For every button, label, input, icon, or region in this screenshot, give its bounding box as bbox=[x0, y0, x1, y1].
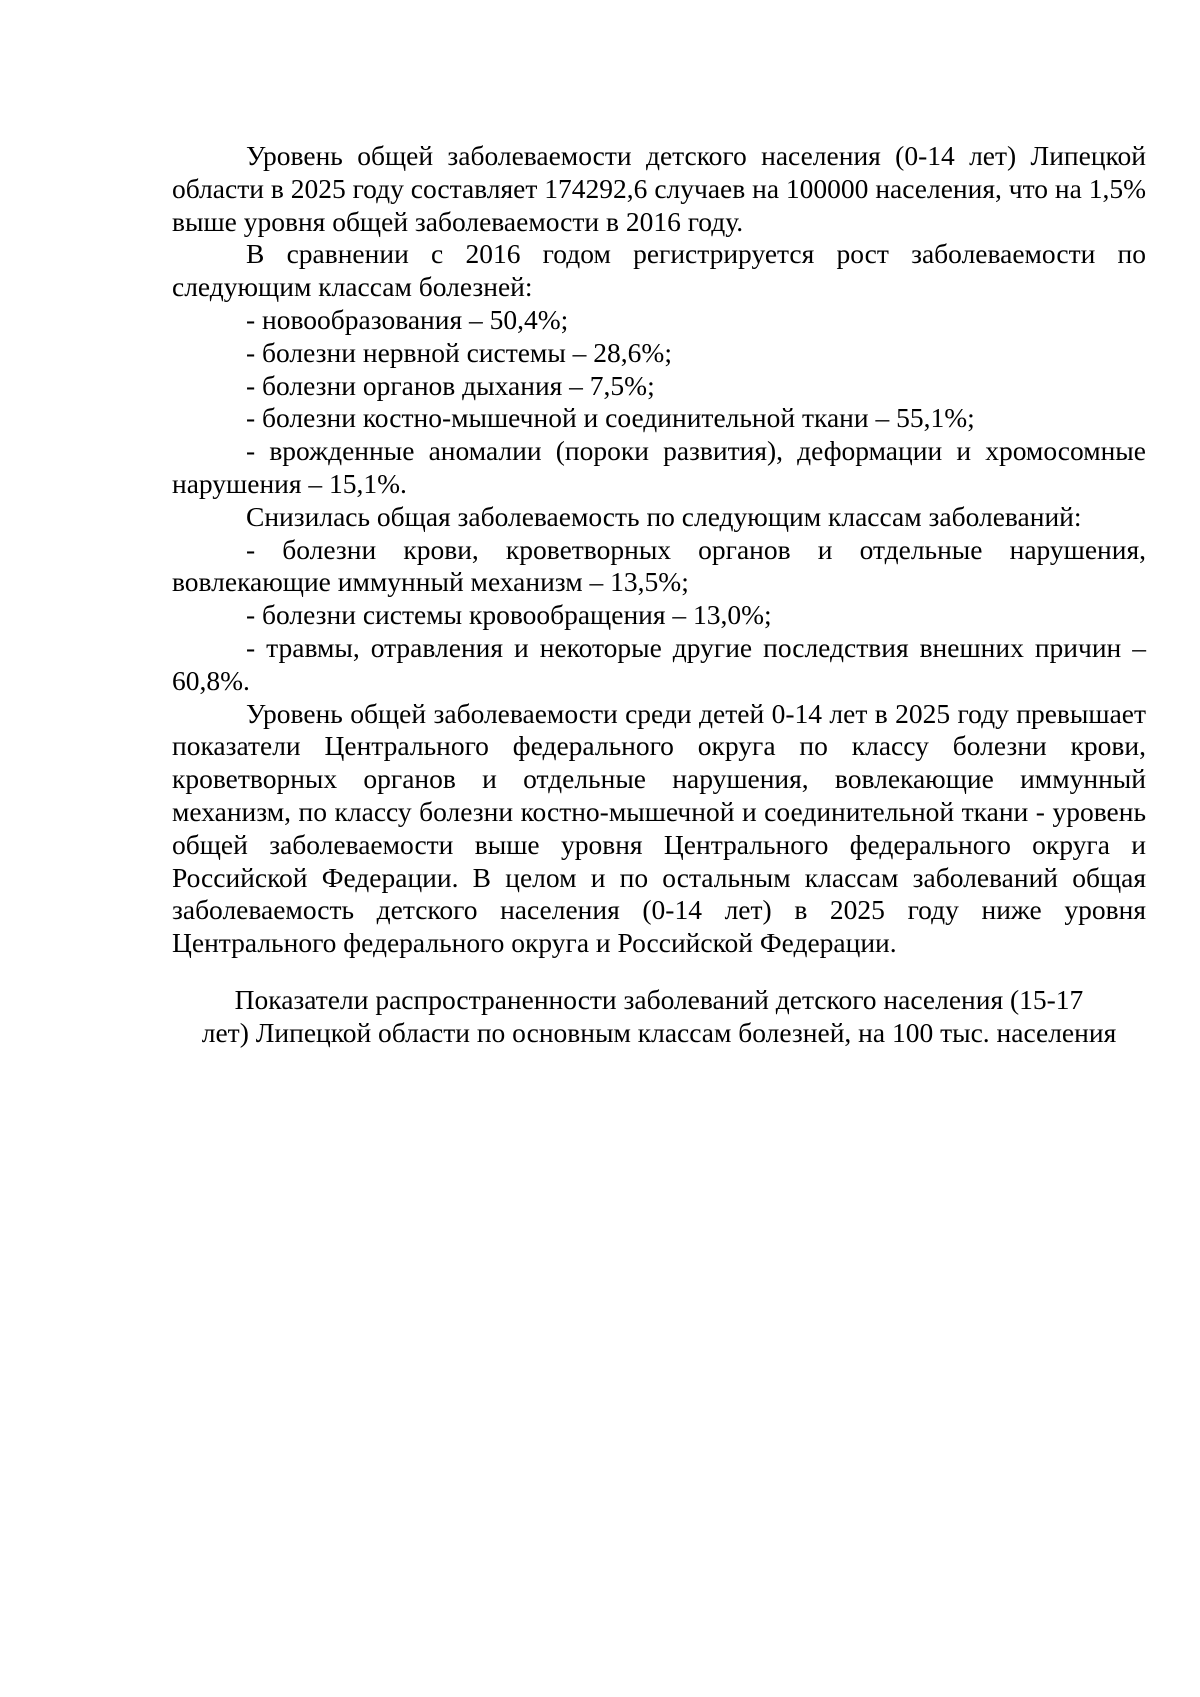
paragraph-comparison: Уровень общей заболеваемости среди детей 0-14 лет в 2025 году превышает показатели Центрального федерального округа по классу болезни крови, кроветворных органов и отдельные нарушения, вовлекающие иммунный механизм, по классу болезни костно-мышечной и соединительной ткани - уровень общей заболеваемости выше уровня Центрального федерального округа и Российской Федерации. В целом и по остальным классам заболеваний общая заболеваемость детского населения (0-14 лет) в 2025 году ниже уровня Центрального федерального округа и Российской Федерации. bbox=[172, 697, 1146, 959]
list-item-circulatory: - болезни системы кровообращения – 13,0%; bbox=[246, 599, 772, 631]
list-item-nervous-system: - болезни нервной системы – 28,6%; bbox=[246, 336, 672, 368]
section-heading-line-2: лет) Липецкой области по основным классам болезней, на 100 тыс. населения bbox=[201, 1016, 1117, 1048]
paragraph-growth-intro: В сравнении с 2016 годом регистрируется рост заболеваемости по следующим классам болезней: bbox=[172, 238, 1146, 303]
document-body bbox=[172, 140, 1146, 960]
list-item-respiratory: - болезни органов дыхания – 7,5%; bbox=[246, 369, 655, 401]
section-heading bbox=[172, 984, 1146, 1050]
paragraph-overall-morbidity: Уровень общей заболеваемости детского населения (0-14 лет) Липецкой области в 2025 году составляет 174292,6 случаев на 100000 населения, что на 1,5% выше уровня общей заболеваемости в 2016 году. bbox=[172, 140, 1146, 237]
list-item-neoplasms: - новообразования – 50,4%; bbox=[246, 303, 569, 335]
list-item-blood: - болезни крови, кроветворных органов и отдельные нарушения, вовлекающие иммунный механизм – 13,5%; bbox=[172, 533, 1146, 598]
section-heading-line-1: Показатели распространенности заболеваний детского населения (15-17 bbox=[234, 984, 1084, 1015]
list-item-musculoskeletal: - болезни костно-мышечной и соединительной ткани – 55,1%; bbox=[246, 402, 975, 434]
paragraph-decrease-intro: Снизилась общая заболеваемость по следующим классам заболеваний: bbox=[246, 500, 1082, 532]
list-item-injuries: - травмы, отравления и некоторые другие последствия внешних причин – 60,8%. bbox=[172, 631, 1146, 696]
list-item-congenital: - врожденные аномалии (пороки развития), деформации и хромосомные нарушения – 15,1%. bbox=[172, 435, 1146, 499]
